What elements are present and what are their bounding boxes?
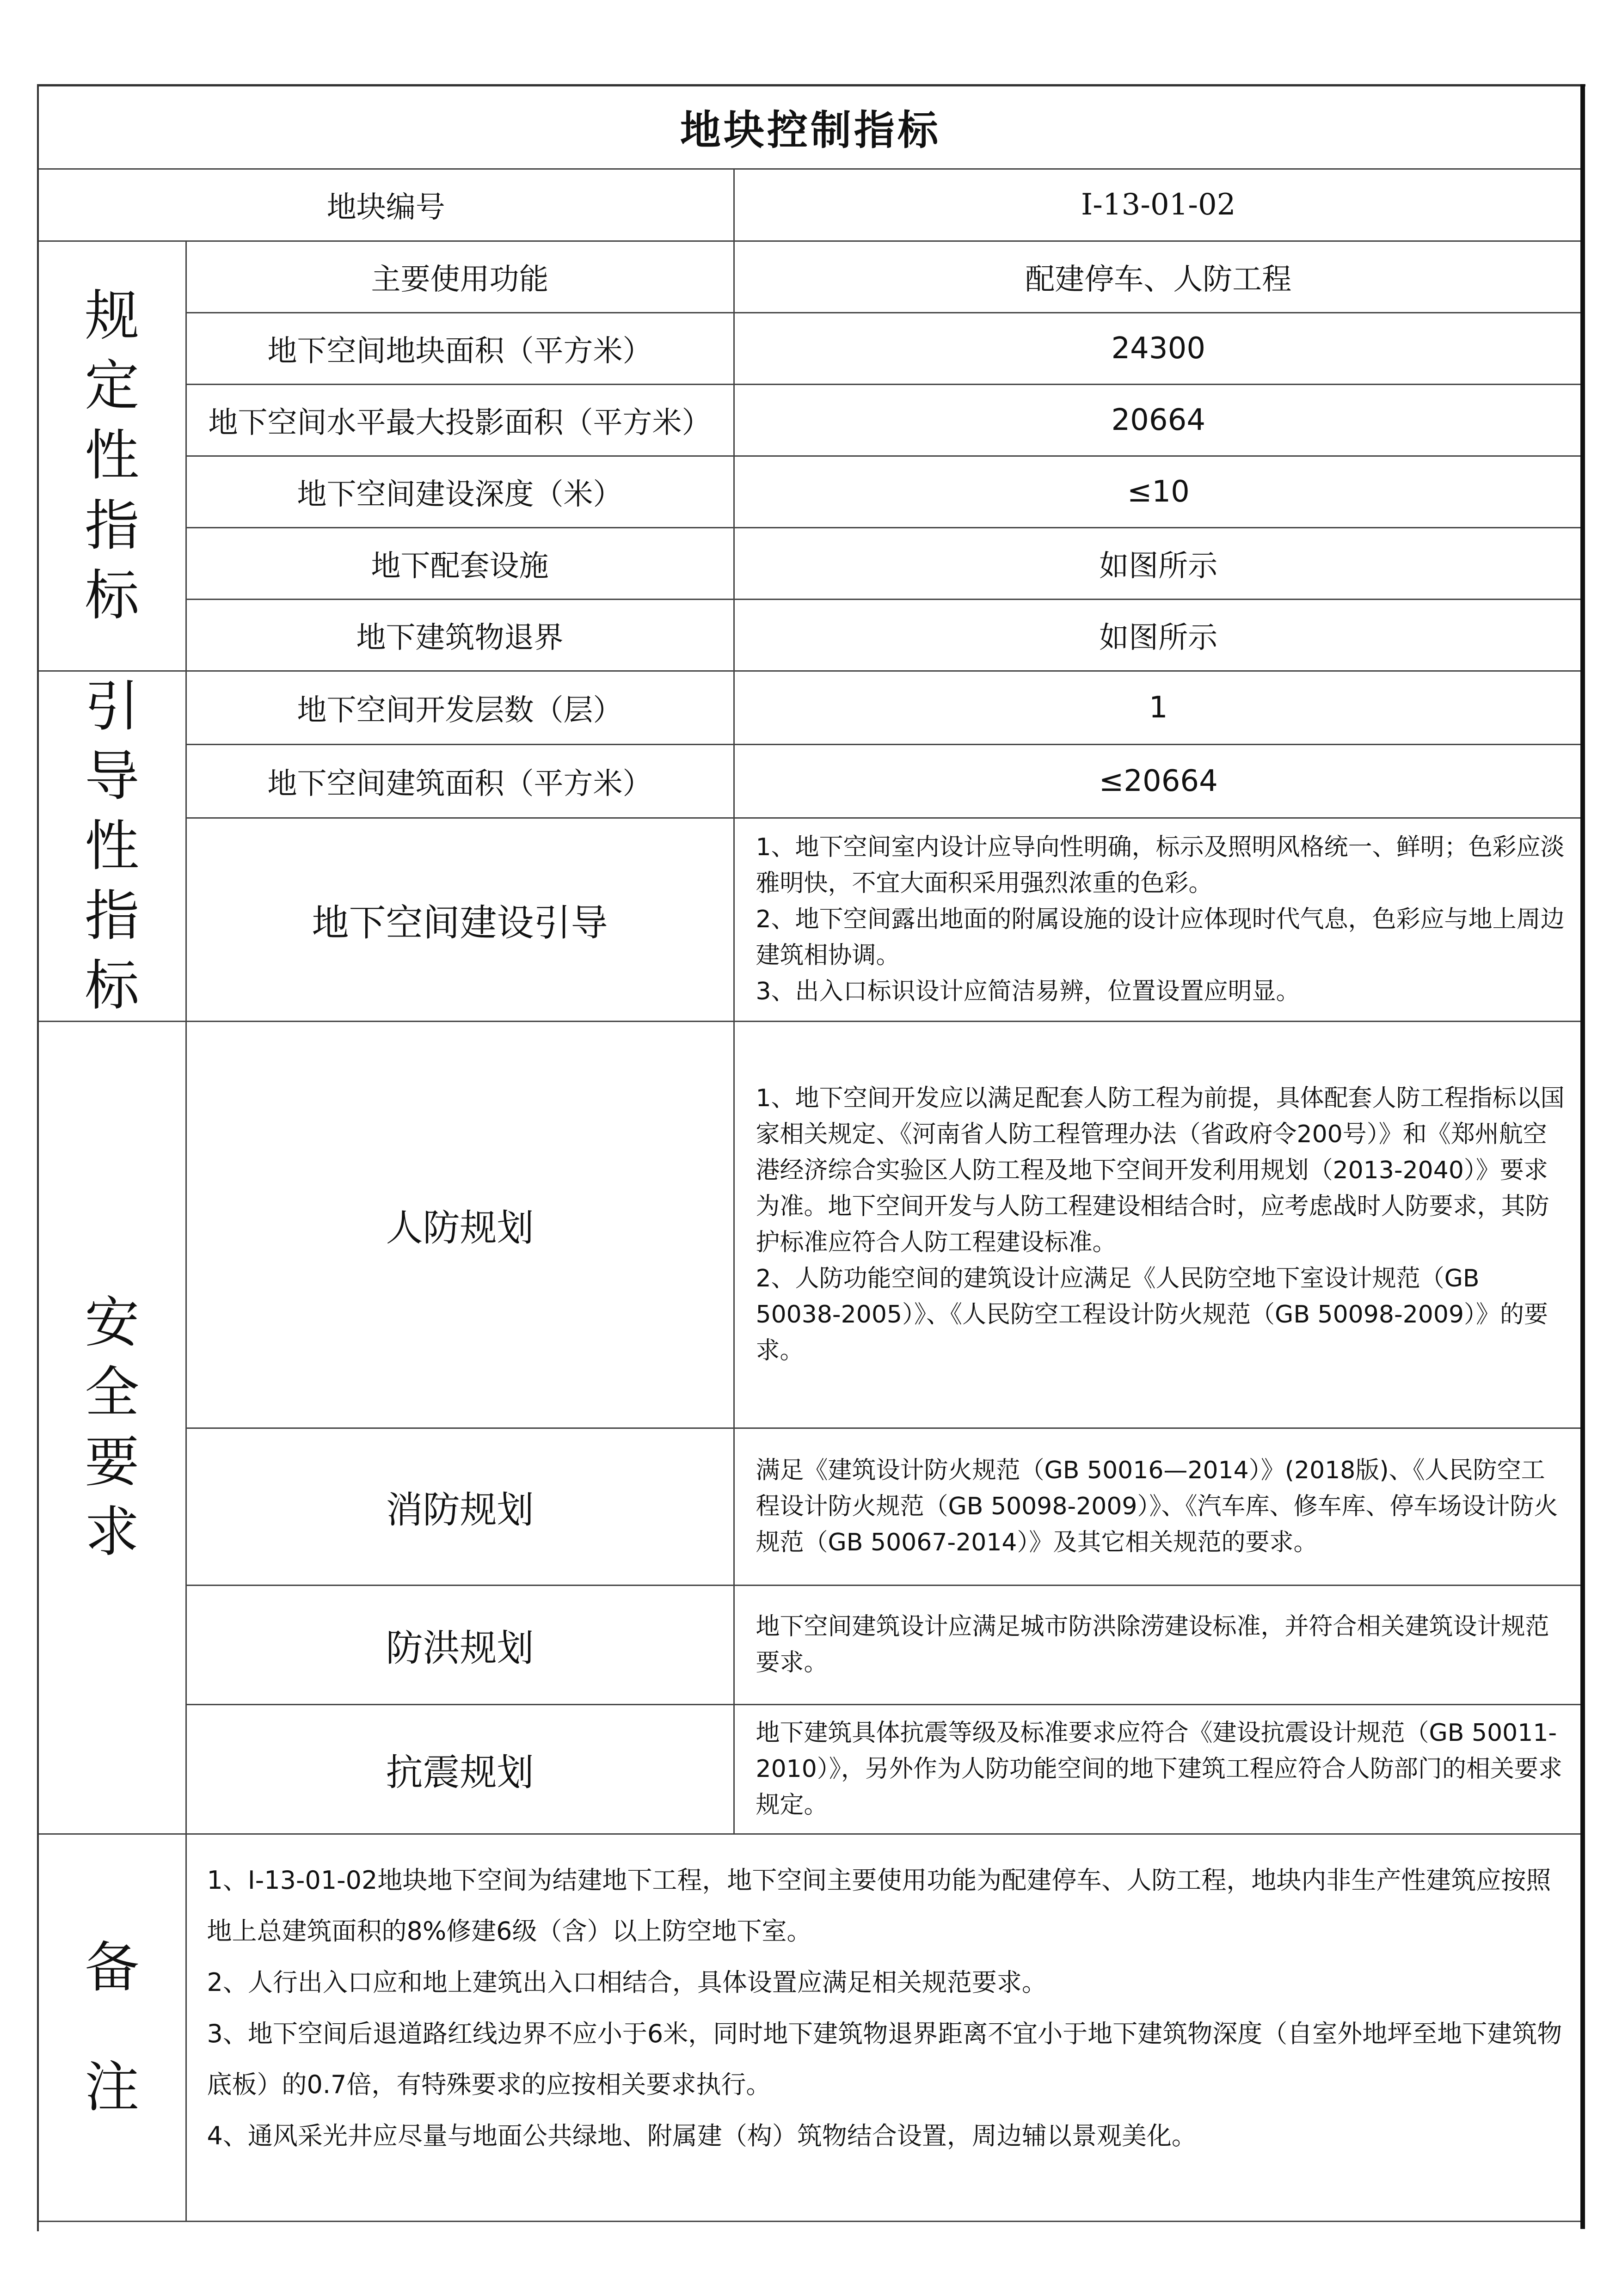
- regulatory-label: 地下空间地块面积（平方米）: [186, 312, 734, 384]
- remark-line: 4、通风采光井应尽量与地面公共绿地、附属建（构）筑物结合设置，周边辅以景观美化。: [207, 2121, 1197, 2151]
- guiding-row: [39, 671, 1582, 744]
- category-safety: [39, 1021, 186, 1834]
- guiding-label: 地下空间开发层数（层）: [186, 671, 734, 744]
- guiding-value: ≤20664: [734, 744, 1582, 818]
- category-char: 求: [85, 1500, 140, 1564]
- category-char: 引: [85, 674, 140, 738]
- category-char: 指: [85, 493, 140, 557]
- safety-text: [734, 1021, 1582, 1428]
- safety-text: [734, 1704, 1582, 1834]
- regulatory-value: 24300: [734, 312, 1582, 384]
- safety-line: 满足《建筑设计防火规范（GB 50016—2014）》(2018版)、《人民防空工程设计防火规范（GB 50098-2009）》、《汽车库、修车库、停车场设计防火规范（GB 50067-2014）》及其它相关规范的要求。: [756, 1457, 1558, 1557]
- category-remarks: [39, 1834, 186, 2221]
- category-char: 性: [85, 814, 140, 878]
- safety-label: 人防规划: [186, 1021, 734, 1428]
- regulatory-value: ≤10: [734, 456, 1582, 527]
- category-char: 规: [85, 284, 140, 348]
- control-index-sheet: [37, 84, 1585, 2231]
- regulatory-row: [39, 527, 1582, 599]
- category-char: 性: [85, 423, 140, 488]
- safety-line: 地下建筑具体抗震等级及标准要求应符合《建设抗震设计规范（GB 50011-2010）》，另外作为人防功能空间的地下建筑工程应符合人防部门的相关要求规定。: [756, 1719, 1562, 1819]
- category-char: 注: [85, 2055, 140, 2119]
- guidance-label: 地下空间建设引导: [186, 818, 734, 1021]
- safety-row: [39, 1021, 1582, 1428]
- category-char: 备: [85, 1935, 140, 1999]
- remark-line: 3、地下空间后退道路红线边界不应小于6米，同时地下建筑物退界距离不宜小于地下建筑物深度（自室外地坪至地下建筑物底板）的0.7倍，有特殊要求的应按相关要求执行。: [207, 2019, 1562, 2100]
- guidance-row: [39, 818, 1582, 1021]
- safety-line: 地下空间建筑设计应满足城市防洪除涝建设标准，并符合相关建筑设计规范要求。: [756, 1613, 1549, 1677]
- category-char: 导: [85, 744, 140, 808]
- category-char: 标: [85, 563, 140, 627]
- category-char: 指: [85, 883, 140, 948]
- safety-label: 消防规划: [186, 1428, 734, 1585]
- parcel-number: I-13-01-02: [734, 169, 1582, 241]
- sheet-title: 地块控制指标: [39, 86, 1582, 169]
- safety-text: [734, 1428, 1582, 1585]
- safety-label: 抗震规划: [186, 1704, 734, 1834]
- regulatory-label: 地下空间水平最大投影面积（平方米）: [186, 384, 734, 456]
- safety-line: 1、地下空间开发应以满足配套人防工程为前提，具体配套人防工程指标以国家相关规定、《河南省人防工程管理办法（省政府令200号）》和《郑州航空港经济综合实验区人防工程及地下空间开发利用规划（2013-2040）》要求为准。地下空间开发与人防工程建设相结合时，应考虑战时人防要求，其防护标准应符合人防工程建设标准。: [756, 1084, 1565, 1257]
- guiding-row: [39, 744, 1582, 818]
- category-regulatory: [39, 241, 186, 671]
- safety-row: [39, 1585, 1582, 1704]
- regulatory-label: 地下空间建设深度（米）: [186, 456, 734, 527]
- safety-line: 2、人防功能空间的建筑设计应满足《人民防空地下室设计规范（GB 50038-2005）》、《人民防空工程设计防火规范（GB 50098-2009）》的要求。: [756, 1265, 1548, 1365]
- regulatory-value: 如图所示: [734, 599, 1582, 671]
- title-row: [39, 86, 1582, 169]
- category-char: 全: [85, 1360, 140, 1425]
- category-char: 标: [85, 953, 140, 1017]
- guidance-line: 1、地下空间室内设计应导向性明确，标示及照明风格统一、鲜明；色彩应淡雅明快，不宜大面积采用强烈浓重的色彩。: [756, 833, 1565, 898]
- regulatory-row: [39, 456, 1582, 527]
- regulatory-row: [39, 312, 1582, 384]
- remarks-row: [39, 1834, 1582, 2221]
- sheet-right-border: [1580, 84, 1585, 2229]
- remark-line: 1、I-13-01-02地块地下空间为结建地下工程，地下空间主要使用功能为配建停车、人防工程，地块内非生产性建筑应按照地上总建筑面积的8%修建6级（含）以上防空地下室。: [207, 1865, 1551, 1946]
- parcel-row: [39, 169, 1582, 241]
- category-guiding: [39, 671, 186, 1021]
- regulatory-value: 如图所示: [734, 527, 1582, 599]
- regulatory-row: [39, 599, 1582, 671]
- safety-text: [734, 1585, 1582, 1704]
- category-char: 安: [85, 1291, 140, 1355]
- regulatory-row: [39, 241, 1582, 312]
- guidance-text: [734, 818, 1582, 1021]
- guidance-line: 2、地下空间露出地面的附属设施的设计应体现时代气息，色彩应与地上周边建筑相协调。: [756, 906, 1565, 970]
- regulatory-label: 地下配套设施: [186, 527, 734, 599]
- regulatory-label: 主要使用功能: [186, 241, 734, 312]
- remark-line: 2、人行出入口应和地上建筑出入口相结合，具体设置应满足相关规范要求。: [207, 1968, 1047, 1997]
- regulatory-value: 20664: [734, 384, 1582, 456]
- parcel-label: 地块编号: [39, 169, 734, 241]
- remarks-text: [186, 1834, 1582, 2221]
- regulatory-value: 配建停车、人防工程: [734, 241, 1582, 312]
- safety-label: 防洪规划: [186, 1585, 734, 1704]
- category-char: 要: [85, 1430, 140, 1494]
- guiding-label: 地下空间建筑面积（平方米）: [186, 744, 734, 818]
- safety-row: [39, 1428, 1582, 1585]
- regulatory-row: [39, 384, 1582, 456]
- category-char: 定: [85, 354, 140, 418]
- guidance-line: 3、出入口标识设计应简洁易辨，位置设置应明显。: [756, 978, 1300, 1006]
- control-index-table: [39, 86, 1582, 2222]
- safety-row: [39, 1704, 1582, 1834]
- guiding-value: 1: [734, 671, 1582, 744]
- regulatory-label: 地下建筑物退界: [186, 599, 734, 671]
